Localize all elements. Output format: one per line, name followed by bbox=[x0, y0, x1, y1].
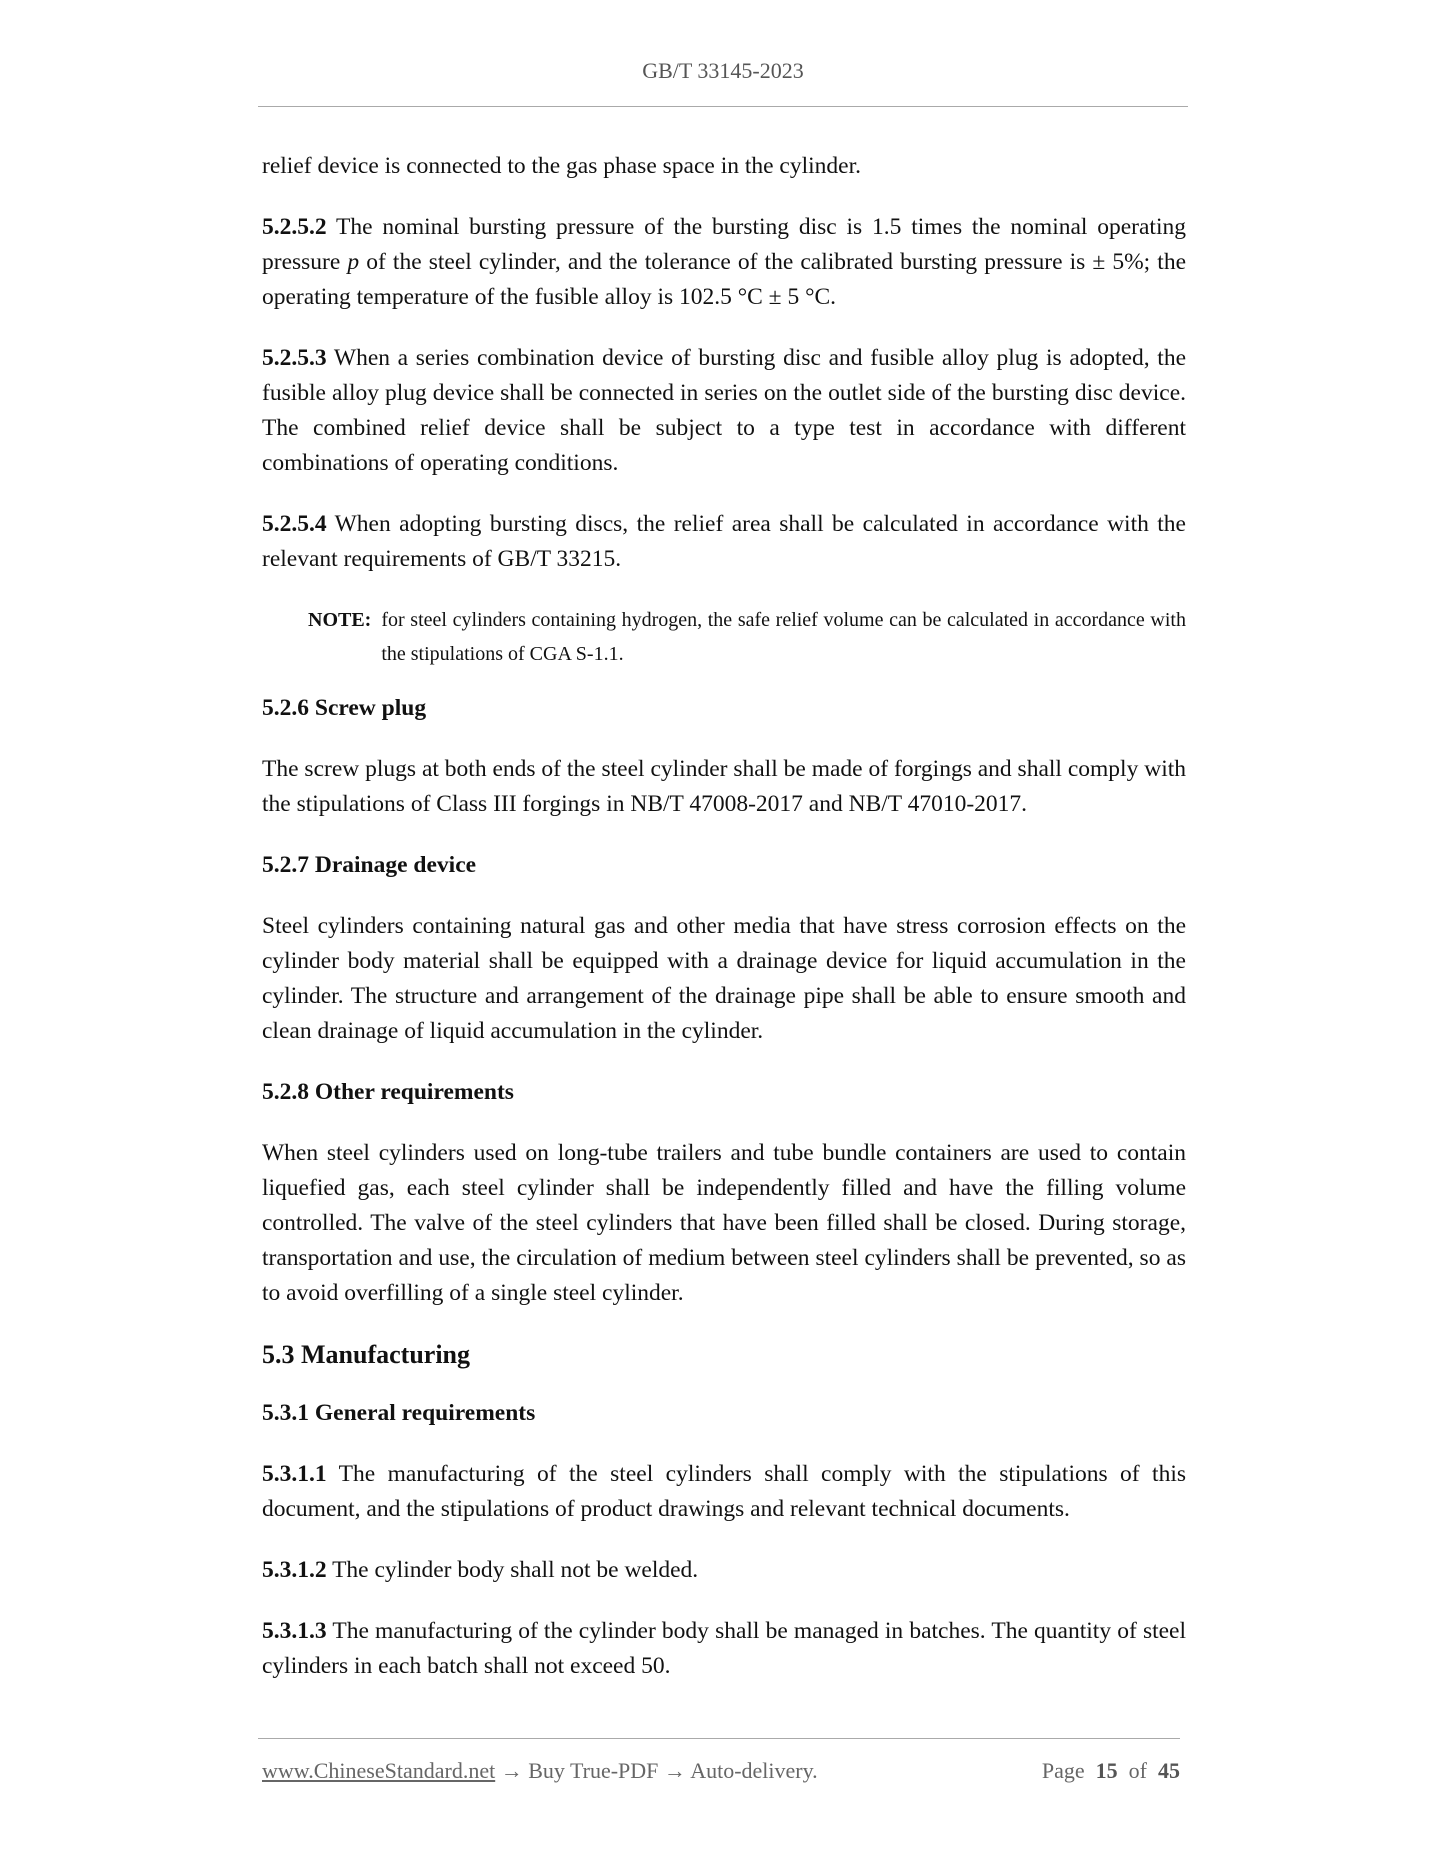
website-link[interactable]: www.ChineseStandard.net bbox=[262, 1758, 496, 1783]
clause-text: of the steel cylinder, and the tolerance of the calibrated bursting pressure is ± 5%; the operating temperature of the fusible alloy is 102.5 °C ± 5 °C. bbox=[262, 249, 1186, 310]
clause-text: The cylinder body shall not be welded. bbox=[332, 1557, 699, 1583]
clause-5-2-5-2 bbox=[262, 210, 1186, 315]
page-header-title: GB/T 33145-2023 bbox=[642, 58, 804, 83]
footer-promo bbox=[262, 1758, 818, 1784]
clause-text: The nominal bursting pressure of the bursting disc is 1.5 times the nominal operating pressure bbox=[262, 214, 1186, 275]
paragraph-5-2-7: Steel cylinders containing natural gas and other media that have stress corrosion effects on the cylinder body material shall be equipped with a drainage device for liquid accumulation in the cylinder. The structure and arrangement of the drainage pipe shall be able to ensure smooth and clean drainage of liquid accumulation in the cylinder. bbox=[262, 913, 1186, 1044]
note-label: NOTE: bbox=[308, 609, 372, 631]
page-label: Page bbox=[1041, 1758, 1085, 1783]
footer-promo-text: → Buy True-PDF → Auto-delivery. bbox=[500, 1758, 818, 1783]
paragraph-continuation: relief device is connected to the gas phase space in the cylinder. bbox=[262, 153, 862, 179]
clause-number: 5.2.5.3 bbox=[262, 345, 327, 371]
clause-number: 5.3.1.2 bbox=[262, 1557, 327, 1583]
clause-number: 5.2.5.2 bbox=[262, 214, 327, 240]
page-total: 45 bbox=[1158, 1758, 1180, 1783]
heading-5-2-6: 5.2.6 Screw plug bbox=[262, 695, 427, 721]
note-block bbox=[308, 603, 1186, 671]
clause-text: The manufacturing of the cylinder body shall be managed in batches. The quantity of steel cylinders in each batch shall not exceed 50. bbox=[262, 1618, 1187, 1679]
clause-text: When adopting bursting discs, the relief area shall be calculated in accordance with the relevant requirements of GB/T 33215. bbox=[262, 511, 1186, 572]
variable-p: p bbox=[347, 249, 360, 275]
heading-5-3: 5.3 Manufacturing bbox=[262, 1340, 470, 1369]
clause-text: When a series combination device of bursting disc and fusible alloy plug is adopted, the fusible alloy plug device shall be connected in series on the outlet side of the bursting disc device. The combined relief device shall be subject to a type test in accordance with different combinations of operating conditions. bbox=[262, 345, 1186, 476]
clause-number: 5.3.1.1 bbox=[262, 1461, 327, 1487]
clause-text: The manufacturing of the steel cylinders shall comply with the stipulations of this document, and the stipulations of product drawings and relevant technical documents. bbox=[262, 1461, 1186, 1522]
page-content bbox=[262, 149, 1186, 1710]
note-text: for steel cylinders containing hydrogen, the safe relief volume can be calculated in accordance with the stipulations of CGA S-1.1. bbox=[381, 609, 1186, 665]
clause-number: 5.3.1.3 bbox=[262, 1618, 327, 1644]
footer-divider bbox=[258, 1738, 1180, 1739]
heading-5-3-1: 5.3.1 General requirements bbox=[262, 1400, 536, 1426]
heading-5-2-8: 5.2.8 Other requirements bbox=[262, 1079, 514, 1105]
page-number: 15 bbox=[1095, 1758, 1118, 1783]
clause-number: 5.2.5.4 bbox=[262, 511, 327, 537]
clause-5-2-5-3 bbox=[262, 341, 1186, 481]
clause-5-3-1-3 bbox=[262, 1614, 1186, 1684]
header-divider bbox=[258, 106, 1188, 107]
heading-5-2-7: 5.2.7 Drainage device bbox=[262, 852, 477, 878]
paragraph-5-2-6: The screw plugs at both ends of the steel cylinder shall be made of forgings and shall comply with the stipulations of Class III forgings in NB/T 47008-2017 and NB/T 47010-2017. bbox=[262, 756, 1186, 817]
clause-5-3-1-2 bbox=[262, 1553, 1186, 1588]
paragraph-5-2-8: When steel cylinders used on long-tube trailers and tube bundle containers are used to contain liquefied gas, each steel cylinder shall be independently filled and have the filling volume controlled. The valve of the steel cylinders that have been filled shall be closed. During storage, transportation and use, the circulation of medium between steel cylinders shall be prevented, so as to avoid overfilling of a single steel cylinder. bbox=[262, 1140, 1186, 1306]
clause-5-2-5-4 bbox=[262, 507, 1186, 577]
page-counter bbox=[1042, 1758, 1180, 1784]
of-label: of bbox=[1128, 1758, 1147, 1783]
clause-5-3-1-1 bbox=[262, 1457, 1186, 1527]
